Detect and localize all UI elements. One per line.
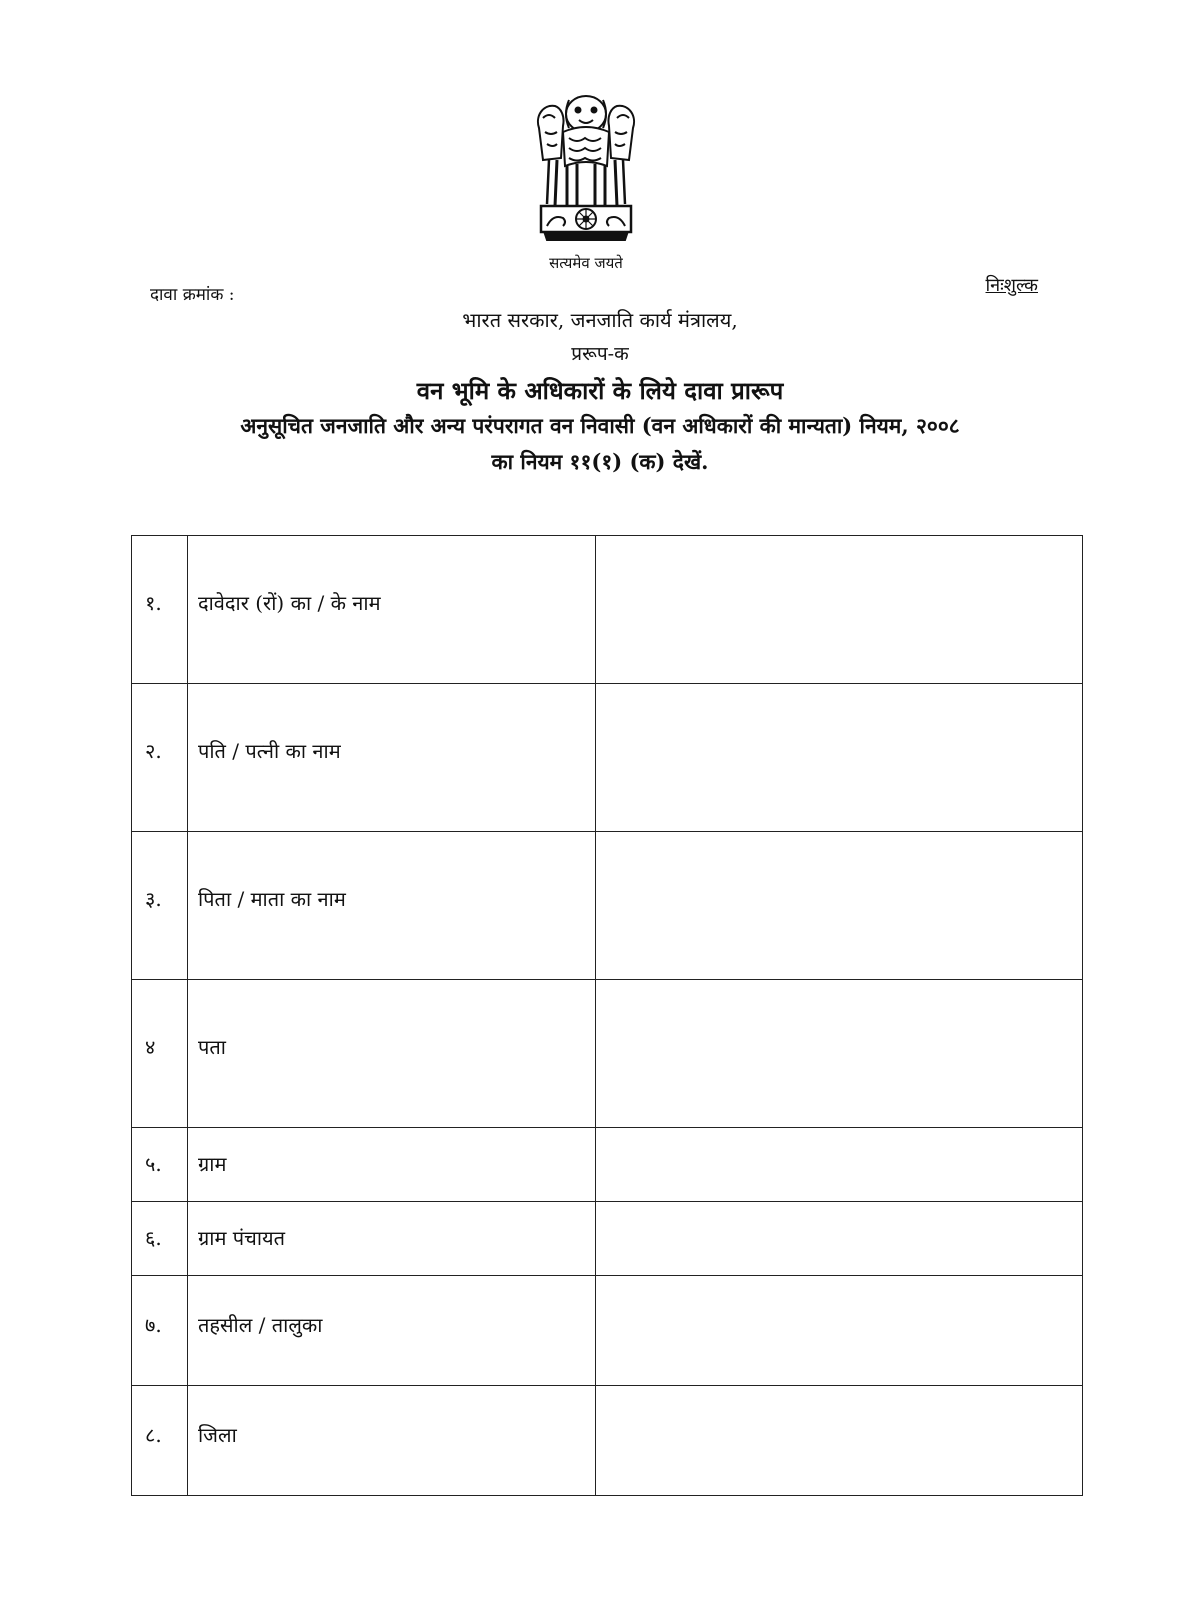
row-number: २. (132, 684, 188, 832)
ministry-name: भारत सरकार, जनजाति कार्य मंत्रालय, (462, 308, 738, 332)
address-field[interactable] (596, 980, 1083, 1128)
table-row (132, 980, 1083, 1128)
tehsil-field[interactable] (596, 1276, 1083, 1386)
field-label: ग्राम (188, 1128, 596, 1202)
table-row (132, 1202, 1083, 1276)
table-row (132, 1276, 1083, 1386)
district-field[interactable] (596, 1386, 1083, 1496)
village-field[interactable] (596, 1128, 1083, 1202)
free-of-cost-label: निःशुल्क (985, 275, 1038, 296)
spouse-name-field[interactable] (596, 684, 1083, 832)
row-number: ६. (132, 1202, 188, 1276)
subtitle-line-2: का नियम ११(१) (क) देखें. (491, 449, 709, 474)
parent-name-field[interactable] (596, 832, 1083, 980)
field-label: पता (188, 980, 596, 1128)
field-label: पिता / माता का नाम (188, 832, 596, 980)
row-number: १. (132, 536, 188, 684)
field-label: ग्राम पंचायत (188, 1202, 596, 1276)
claim-number-label: दावा क्रमांक : (150, 285, 235, 305)
claim-form-table (131, 535, 1083, 1496)
table-row (132, 832, 1083, 980)
row-number: ३. (132, 832, 188, 980)
national-emblem-icon (527, 88, 645, 250)
form-name: प्ररूप-क (571, 343, 629, 365)
page-title: वन भूमि के अधिकारों के लिये दावा प्रारूप (416, 376, 784, 405)
table-row (132, 1386, 1083, 1496)
row-number: ४ (132, 980, 188, 1128)
table-row (132, 536, 1083, 684)
emblem-motto: सत्यमेव जयते (549, 254, 623, 272)
row-number: ८. (132, 1386, 188, 1496)
row-number: ५. (132, 1128, 188, 1202)
table-row (132, 684, 1083, 832)
claimant-name-field[interactable] (596, 536, 1083, 684)
field-label: तहसील / तालुका (188, 1276, 596, 1386)
subtitle-line-1: अनुसूचित जनजाति और अन्य परंपरागत वन निवासी (वन अधिकारों की मान्यता) नियम, २००८ (240, 413, 960, 438)
field-label: जिला (188, 1386, 596, 1496)
table-row (132, 1128, 1083, 1202)
row-number: ७. (132, 1276, 188, 1386)
field-label: दावेदार (रों) का / के नाम (188, 536, 596, 684)
gram-panchayat-field[interactable] (596, 1202, 1083, 1276)
field-label: पति / पत्नी का नाम (188, 684, 596, 832)
